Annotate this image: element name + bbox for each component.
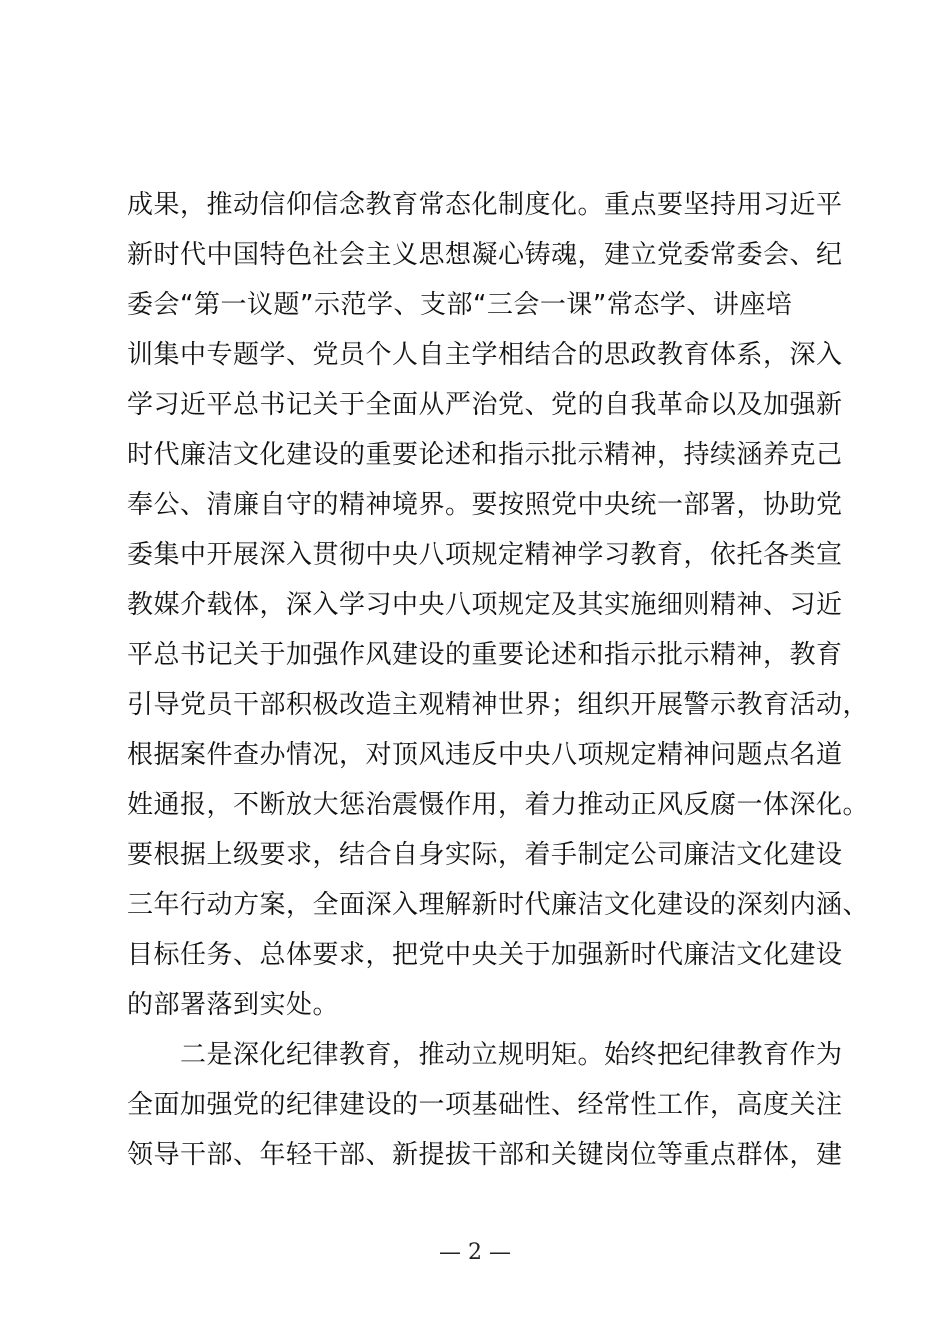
text-line: 委会“第一议题”示范学、支部“三会一课”常态学、讲座培 (127, 290, 793, 320)
text-line: 新时代中国特色社会主义思想凝心铸魂，建立党委常委会、纪 (127, 240, 843, 270)
paragraph (127, 180, 870, 1030)
text-line: 平总书记关于加强作风建设的重要论述和指示批示精神，教育 (127, 640, 843, 670)
text-line: 引导党员干部积极改造主观精神世界；组织开展警示教育活动， (127, 690, 870, 720)
text-line: 训集中专题学、党员个人自主学相结合的思政教育体系，深入 (127, 340, 843, 370)
text-line: 全面加强党的纪律建设的一项基础性、经常性工作，高度关注 (127, 1090, 843, 1120)
text-line: 领导干部、年轻干部、新提拔干部和关键岗位等重点群体，建 (127, 1140, 843, 1170)
text-line: 目标任务、总体要求，把党中央关于加强新时代廉洁文化建设 (127, 940, 843, 970)
text-line: 三年行动方案，全面深入理解新时代廉洁文化建设的深刻内涵、 (127, 890, 870, 920)
text-line: 委集中开展深入贯彻中央八项规定精神学习教育，依托各类宣 (127, 540, 843, 570)
text-line: 姓通报，不断放大惩治震慑作用，着力推动正风反腐一体深化。 (127, 790, 870, 820)
text-line: 根据案件查办情况，对顶风违反中央八项规定精神问题点名道 (127, 740, 843, 770)
text-line: 的部署落到实处。 (127, 990, 340, 1020)
page-number: — 2 — (439, 1240, 511, 1265)
text-line: 奉公、清廉自守的精神境界。要按照党中央统一部署，协助党 (127, 490, 843, 520)
paragraph (127, 1030, 847, 1180)
text-line: 成果，推动信仰信念教育常态化制度化。重点要坚持用习近平 (127, 190, 843, 220)
text-line: 二是深化纪律教育，推动立规明矩。始终把纪律教育作为 (127, 1040, 843, 1070)
body-text (127, 180, 870, 1180)
text-line: 要根据上级要求，结合自身实际，着手制定公司廉洁文化建设 (127, 840, 843, 870)
text-line: 教媒介载体，深入学习中央八项规定及其实施细则精神、习近 (127, 590, 843, 620)
text-line: 时代廉洁文化建设的重要论述和指示批示精神，持续涵养克己 (127, 440, 843, 470)
text-line: 学习近平总书记关于全面从严治党、党的自我革命以及加强新 (127, 390, 843, 420)
